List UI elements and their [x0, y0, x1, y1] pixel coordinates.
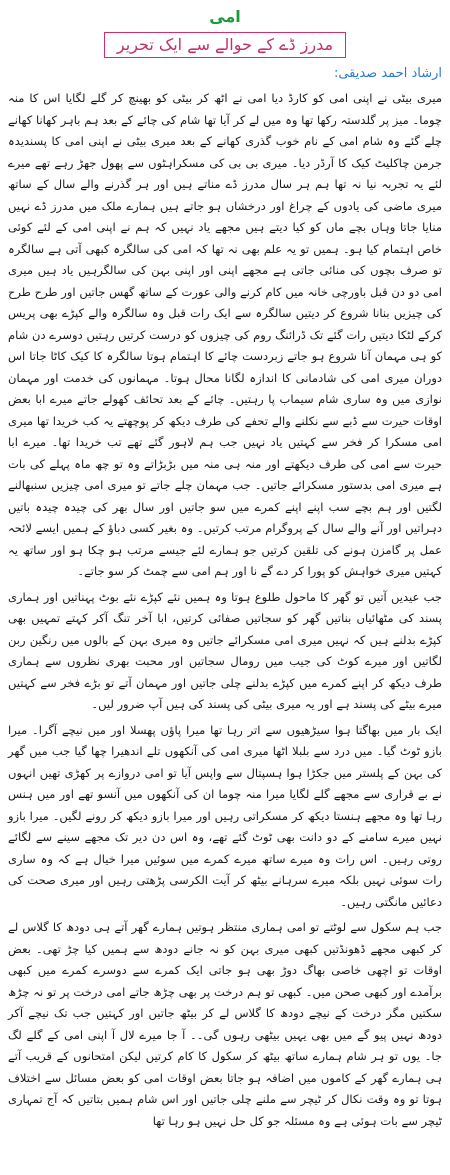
subtitle-container	[8, 32, 442, 58]
paragraph-4: جب ہم سکول سے لوٹتے تو امی ہماری منتظر ہوتیں ہمارے گھر آتے ہی دودھ کا گلاس لے کر کبھی مجھے ڈھونڈتیں کبھی میری بہن کو نہ جانے دودھ سے ہمیں کیا چڑ تھی۔ بعض اوقات تو اچھی خاصی بھاگ دوڑ بھی ہو جاتی ایک کمرے سے دوسرے کمرے میں کبھی برآمدے اور کبھی صحن میں۔ کبھی تو ہم درخت پر بھی چڑھ جاتے امی درخت پر تو نہ چڑھ سکتیں مگر درخت کے نیچے دودھ کا گلاس لے کر بیٹھ جاتیں اور کہتیں جب تک نیچے آکر دودھ نہیں پیو گے میں بھی یہیں بیٹھی رہوں گی۔۔ آ جا میرے لال آ اپنی امی کے گلے لگ جا۔ یوں تو ہر شام ہمارے ساتھ بیٹھ کر سکول کا کام کرتیں لیکن امتحانوں کے قریب آتے ہی ہمارے گھر کے کاموں میں اضافہ ہو جاتا بعض اوقات امی کو بعض مسائل سے اختلاف ہوتا تو وہ وقت نکال کر ٹیچر سے ملنے چلی جاتیں اور اس شام ہمیں بتاتیں کہ آج تمہاری ٹیچر سے بات ہوئی ہے وہ مسئلہ جو کل حل نہیں ہو رہا تھا	[8, 920, 442, 1128]
article-title: امی	[209, 7, 241, 26]
paragraph-3: ایک بار میں بھاگتا ہوا سیڑھیوں سے اتر رہا تھا میرا پاؤں پھسلا اور میں نیچے آگرا۔ میرا بازو ٹوٹ گیا۔ میں درد سے بلبلا اٹھا میری امی کی آنکھوں تلے اندھیرا چھا گیا جب میں گھر کی بہن کے پلستر میں جکڑا ہوا ہسپتال سے واپس آیا تو امی دروازے پر کھڑی تھیں انہوں نے بے قراری سے مجھے گلے لگایا میرا منہ چوما ان کی آنکھوں میں آنسو تھے اور میں ہنس رہا تھا وہ مجھے ہنستا دیکھ کر مسکراتی رہیں اور میرا بازو دیکھ کر رونے لگیں۔ میرا بازو نہیں میرے سامنے کے دو دانت بھی ٹوٹ گئے تھے، وہ اس دن دیر تک مجھے سینے سے لگائے روتی رہیں۔ اس رات وہ میرے ساتھ میرے کمرے میں سوئیں میرا خیال ہے کہ وہ ساری رات سوئی نہیں بلکہ میرے سرہانے بیٹھ کر آیت الکرسی پڑھتی رہیں اور میری صحت کی دعائیں مانگتی رہیں۔	[8, 722, 442, 909]
article-subtitle: مدرز ڈے کے حوالے سے ایک تحریر	[104, 32, 346, 58]
paragraph-2: جب عیدیں آتیں تو گھر کا ماحول طلوع ہوتا وہ ہمیں نئے کپڑے نئے بوٹ پہناتیں اور ہماری پسند کی مٹھائیاں بناتیں گھر کو سجاتیں صفائی کرتیں، ابا آخر تنگ آکر کہتے تمہیں بھی کپڑے بدلنے ہیں کہ نہیں میری امی مسکرائے جاتیں وہ میری بہن کے بالوں میں رنگین ربن لگاتیں اور میرے کوٹ کی جیب میں رومال سجاتیں اور محبت بھری نظروں سے ہماری طرف دیکھ کر اپنے کمرے میں کپڑے بدلنے چلی جاتیں اور مہمان آتے تو بڑے فخر سے کہتیں میرے بیٹے کی پسند ہے اور یہ میری بیٹی کی پسند کی ہیں آپ ضرور لیں۔	[8, 589, 442, 711]
author-byline: ارشاد احمد صدیقی:	[333, 66, 442, 81]
paragraph-1: میری بیٹی نے اپنی امی کو کارڈ دیا امی نے اٹھ کر بیٹی کو بھینچ کر گلے لگایا اس کا منہ چوما۔ میز پر گلدستہ رکھا تھا وہ میں لے کر آیا تھا شام کی چائے کے بعد ہم باہر کھانا کھانے چلے گئے وہ شام امی کے نام خوب گذری کھانے کے بعد میری بیٹی نے اپنی امی کا پسندیدہ جرمن چاکلیٹ کیک کا آرڈر دیا۔ میری بی بی کی مسکراہٹوں سے پھول جھڑ رہے تھے میرے لئے یہ تجربہ نیا نہ تھا ہم ہر سال مدرز ڈے مناتے ہیں اور ہر گذرنے والے سال کے ساتھ میری ماضی کی یادوں کے چراغ اور درخشاں ہو جاتے ہیں ہمارے ملک میں مدرز ڈے نہیں منایا جاتا وہاں بچے ماں کو کیا دیتے ہیں مجھے یاد نہیں کہ ہم نے اپنی امی کے لئے کوئی خاص اہتمام کیا ہو۔ ہمیں تو یہ علم بھی نہ تھا کہ امی کی سالگرہ کبھی آتی ہے سالگرہ تو صرف بچوں کی منائی جاتی ہے مجھے اپنی اور اپنی بہن کی سالگرہیں یاد ہیں میری امی دو دن قبل باورچی خانہ میں کام کرنے والی عورت کے ساتھ گھس جاتیں اور طرح طرح کی چیزیں بنانا شروع کر دیتیں سالگرہ سے ایک رات قبل وہ سالگرہ والے کپڑے بھی پریس کرکے لٹکا دیتیں رات گئے تک ڈرائنگ روم کی چیزوں کو درست کرتیں رہتیں دوسرے دن شام کو ہی مہمان آنا شروع ہو جاتے زبردست چائے کا اہتمام ہوتا سالگرہ کا کیک کاٹا جاتا اس دوران میری امی کی شادمانی کا اندازہ لگانا محال ہوتا۔ مہمانوں کی خدمت اور مہمان نوازی میں وہ ساری شام سیماب پا رہتیں۔ چائے کے بعد تحائف کھولے جاتے میرے ابا بعض اوقات حیرت سے ڈبے سے نکلنے والے تحفے کی طرف دیکھ کر پوچھتے یہ کب خریدا تھا میری امی مسکرا کر فخر سے کہتیں یاد نہیں جب ہم لاہور گئے تھے تب خریدا تھا۔ میرے ابا حیرت سے امی کی طرف دیکھتے اور منہ ہی منہ میں بڑبڑاتے وہ تو چھ ماہ پہلے کی بات ہے میری امی بدستور مسکرائے جاتیں۔ جب مہمان چلے جاتے تو میری امی چیزیں سنبھالنے لگتیں اور ہم بچے سب اپنے اپنے کمرے میں سو جاتیں اور سال بھر کی چیدہ چیدہ باتیں دہراتیں اور آنے والے سال کے پروگرام مرتب کرتیں۔ وہ بغیر کسی دباؤ کے ہمیں ایسے لائحہ عمل پر گامزن ہونے کی تلقین کرتیں جو ہمارے لئے جیسے مرتب ہو چکا ہو اور ساتھ یہ کہتیں میری خواہش کو پورا کر دے گے نا اور ہم امی سے چمٹ کر سو جاتے۔	[8, 91, 442, 578]
article-body	[8, 88, 442, 1132]
